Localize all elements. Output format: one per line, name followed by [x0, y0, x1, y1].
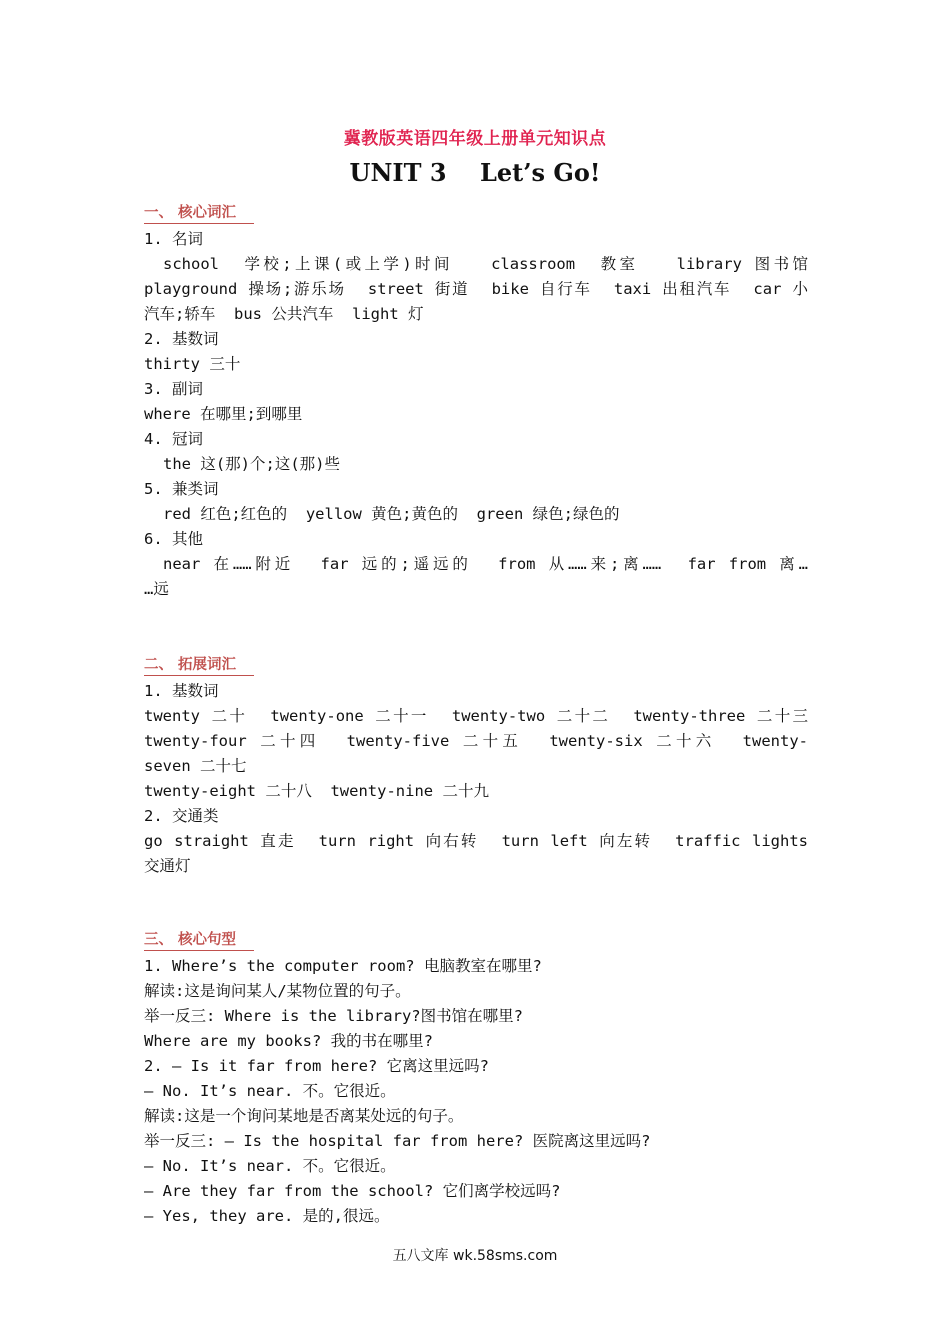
vocab-line: the 这(那)个;这(那)些: [163, 455, 340, 473]
subheading-multi-class: 5. 兼类词: [144, 480, 219, 498]
sentence-line: 解读:这是询问某人/某物位置的句子。: [144, 982, 411, 1000]
document-body: [144, 200, 808, 1229]
vocab-line: where 在哪里;到哪里: [144, 405, 303, 423]
subheading-traffic: 2. 交通类: [144, 807, 219, 825]
vocab-line: 交通灯: [144, 857, 191, 875]
sentence-line: — No. It’s near. 不。它很近。: [144, 1157, 396, 1175]
section-heading: 一、 核心词汇: [144, 203, 254, 224]
sentence-line: — Yes, they are. 是的,很远。: [144, 1207, 390, 1225]
spacer: [144, 879, 808, 927]
vocab-line: seven 二十七: [144, 757, 247, 775]
subheading-cardinals: 2. 基数词: [144, 330, 219, 348]
vocab-line: twenty 二十 twenty-one 二十一 twenty-two 二十二 twenty-three 二十三: [144, 707, 808, 725]
vocab-line: red 红色;红色的 yellow 黄色;黄色的 green 绿色;绿色的: [163, 505, 620, 523]
unit-title: UNIT 3 Let’s Go!: [349, 158, 601, 187]
document-title: 冀教版英语四年级上册单元知识点: [343, 129, 607, 149]
section-extended-vocabulary: [144, 652, 808, 879]
subheading-others: 6. 其他: [144, 530, 203, 548]
sentence-line: 举一反三: — Is the hospital far from here? 医院离这里远吗?: [144, 1132, 651, 1150]
vocab-line: 汽车;轿车 bus 公共汽车 light 灯: [144, 305, 424, 323]
vocab-line: twenty-four 二十四 twenty-five 二十五 twenty-six 二十六 twenty-: [144, 732, 808, 750]
vocab-line: twenty-eight 二十八 twenty-nine 二十九: [144, 782, 489, 800]
subheading-articles: 4. 冠词: [144, 430, 203, 448]
section-core-sentences: [144, 927, 808, 1229]
vocab-line: playground 操场;游乐场 street 街道 bike 自行车 taxi 出租汽车 car 小: [144, 280, 808, 298]
section-core-vocabulary: [144, 200, 808, 602]
vocab-line: …远: [144, 580, 169, 598]
sentence-line: 解读:这是一个询问某地是否离某处远的句子。: [144, 1107, 464, 1125]
vocab-line: go straight 直走 turn right 向右转 turn left 向左转 traffic lights: [144, 832, 808, 850]
subheading-adverbs: 3. 副词: [144, 380, 203, 398]
sentence-line: — No. It’s near. 不。它很近。: [144, 1082, 396, 1100]
footer-watermark: 五八文库 wk.58sms.com: [392, 1248, 558, 1264]
vocab-line: thirty 三十: [144, 355, 241, 373]
vocab-line: school 学校;上课(或上学)时间 classroom 教室 library 图书馆: [163, 255, 808, 273]
section-heading: 二、 拓展词汇: [144, 655, 254, 676]
sentence-line: Where are my books? 我的书在哪里?: [144, 1032, 433, 1050]
sentence-line: — Are they far from the school? 它们离学校远吗?: [144, 1182, 561, 1200]
section-heading: 三、 核心句型: [144, 930, 254, 951]
sentence-line: 举一反三: Where is the library?图书馆在哪里?: [144, 1007, 523, 1025]
subheading-cardinals: 1. 基数词: [144, 682, 219, 700]
vocab-line: near 在……附近 far 远的;遥远的 from 从……来;离…… far from 离…: [163, 555, 808, 573]
spacer: [144, 602, 808, 652]
subheading-nouns: 1. 名词: [144, 230, 203, 248]
sentence-line: 1. Where’s the computer room? 电脑教室在哪里?: [144, 957, 542, 975]
sentence-line: 2. — Is it far from here? 它离这里远吗?: [144, 1057, 489, 1075]
